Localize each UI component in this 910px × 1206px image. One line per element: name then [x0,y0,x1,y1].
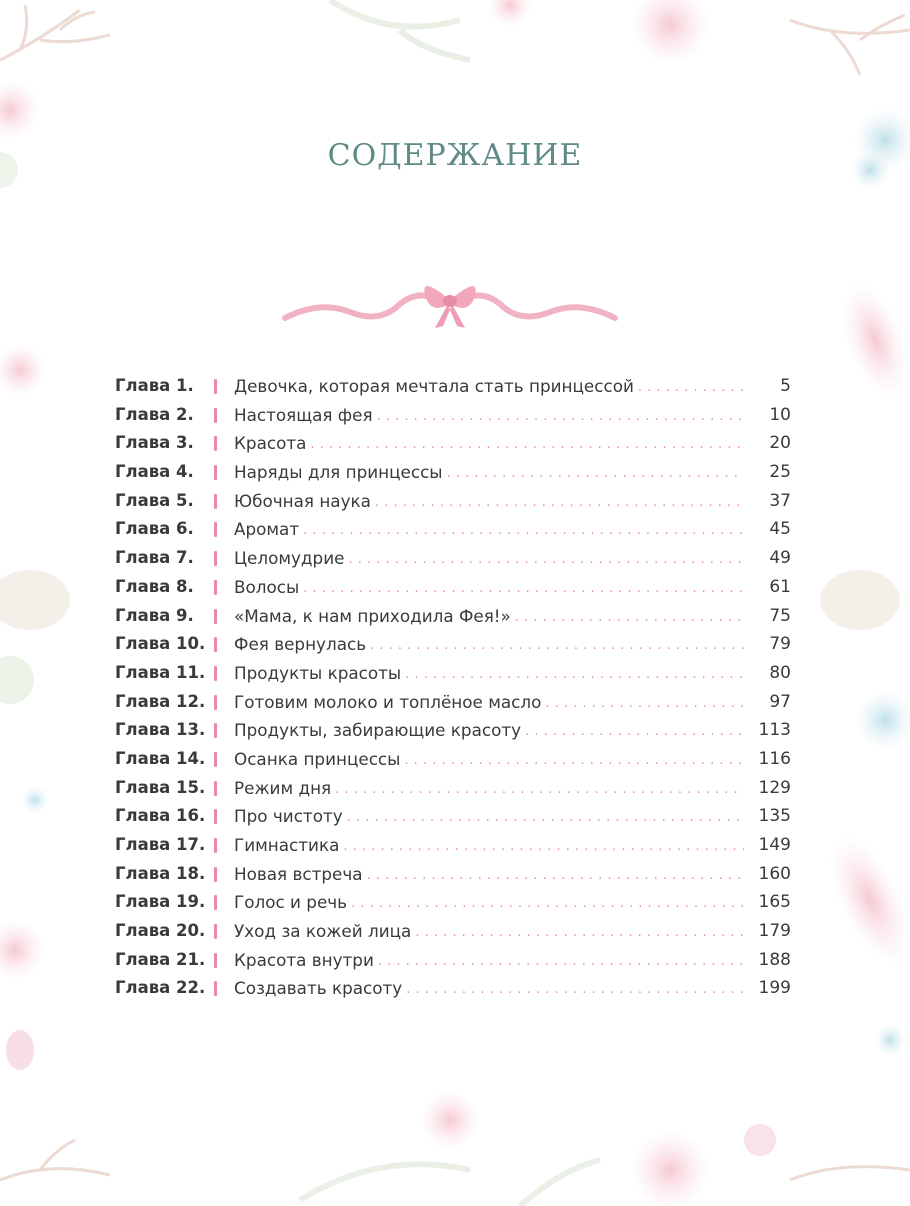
chapter-number: Глава 5. [115,490,194,510]
chapter-title: Девочка, которая мечтала стать принцессой [234,376,634,396]
separator-bar [214,465,217,480]
toc-entry [115,831,795,860]
separator-bar [214,895,217,910]
chapter-title-leader [234,716,744,744]
chapter-title-leader [234,372,744,400]
toc-entry [115,860,795,889]
chapter-number: Глава 14. [115,748,206,768]
chapter-number: Глава 8. [115,576,194,596]
chapter-title: Волосы [234,576,300,597]
page-number: 113 [758,720,791,741]
chapter-title-leader [234,602,744,630]
chapter-title: Создавать красоту [234,978,403,999]
table-of-contents [115,372,795,1003]
chapter-title: Готовим молоко и топлёное масло [234,691,542,712]
chapter-number: Глава 11. [115,662,206,682]
chapter-number: Глава 22. [115,978,206,998]
chapter-title: Гимнастика [234,835,340,855]
chapter-number: Глава 17. [115,835,206,854]
toc-entry [115,458,795,487]
page-number: 135 [758,806,791,827]
chapter-number: Глава 21. [115,949,206,969]
toc-entry [115,802,795,831]
chapter-number: Глава 10. [115,634,206,654]
toc-entry [115,745,795,774]
chapter-title-leader [234,688,744,716]
page-number: 199 [758,978,791,999]
separator-bar [214,924,217,939]
toc-entry [115,946,795,975]
chapter-number: Глава 2. [115,404,194,424]
chapter-number: Глава 19. [115,892,206,912]
chapter-number: Глава 4. [115,462,194,482]
page-number: 5 [780,376,791,396]
separator-bar [214,551,217,566]
chapter-title: Новая встреча [234,863,363,884]
page-number: 20 [769,433,791,454]
separator-bar [214,522,217,537]
toc-entry [115,659,795,688]
page-number: 75 [769,605,791,626]
chapter-title: Режим дня [234,777,332,798]
chapter-number: Глава 9. [115,605,194,625]
page-number: 61 [769,576,791,597]
chapter-title-leader [234,458,744,486]
chapter-number: Глава 3. [115,433,194,453]
toc-entry [115,974,795,1003]
chapter-title-leader [234,860,744,888]
chapter-title: Аромат [234,519,300,540]
separator-bar [214,867,217,882]
toc-entry [115,573,795,602]
separator-bar [214,809,217,824]
page-number: 165 [758,892,791,913]
separator-bar [214,436,217,451]
chapter-title: Наряды для принцессы [234,462,443,483]
chapter-title: Целомудрие [234,548,345,569]
separator-bar [214,609,217,624]
chapter-title-leader [234,802,744,830]
chapter-title-leader [234,630,744,658]
chapter-title-leader [234,544,744,572]
chapter-number: Глава 18. [115,863,206,883]
chapter-title: Осанка принцессы [234,748,401,769]
chapter-title-leader [234,573,744,601]
page-number: 179 [758,921,791,942]
chapter-number: Глава 1. [115,376,194,395]
chapter-title-leader [234,401,744,429]
toc-entry [115,602,795,631]
separator-bar [214,781,217,796]
page-number: 188 [758,949,791,970]
chapter-title: Фея вернулась [234,634,367,655]
chapter-number: Глава 12. [115,691,206,711]
ribbon-bow-decoration [280,270,620,340]
separator-bar [214,838,217,853]
chapter-title-leader [234,745,744,773]
page-number: 10 [769,404,791,425]
chapter-number: Глава 16. [115,806,206,826]
chapter-title: Продукты, забирающие красоту [234,720,522,741]
separator-bar [214,580,217,595]
chapter-title-leader [234,946,744,974]
separator-bar [214,695,217,710]
chapter-title: Красота [234,433,307,454]
toc-entry [115,688,795,717]
chapter-title: Красота внутри [234,949,374,970]
page-number: 129 [758,777,791,798]
toc-entry [115,716,795,745]
chapter-title-leader [234,917,744,945]
separator-bar [214,752,217,767]
separator-bar [214,953,217,968]
separator-bar [214,408,217,423]
chapter-title-leader [234,888,744,916]
toc-entry [115,401,795,430]
chapter-number: Глава 13. [115,720,206,740]
toc-entry [115,372,795,401]
toc-entry [115,515,795,544]
chapter-title-leader [234,487,744,515]
page-number: 149 [758,835,791,855]
chapter-title: Юбочная наука [234,490,371,511]
page-number: 49 [769,548,791,569]
toc-entry [115,917,795,946]
page-number: 160 [758,863,791,884]
toc-entry [115,630,795,659]
chapter-number: Глава 15. [115,777,206,797]
toc-entry [115,487,795,516]
separator-bar [214,723,217,738]
separator-bar [214,981,217,996]
separator-bar [214,494,217,509]
separator-bar [214,637,217,652]
page-number: 97 [769,691,791,712]
chapter-title-leader [234,515,744,543]
toc-entry [115,774,795,803]
page-number: 25 [769,462,791,483]
separator-bar [214,379,217,394]
chapter-title: Уход за кожей лица [234,921,412,942]
page-number: 116 [758,748,791,769]
chapter-title-leader [234,831,744,859]
page-number: 37 [769,490,791,511]
chapter-title-leader [234,774,744,802]
chapter-title-leader [234,974,744,1002]
toc-entry [115,429,795,458]
separator-bar [214,666,217,681]
chapter-title: Настоящая фея [234,404,373,425]
toc-entry [115,544,795,573]
chapter-title: «Мама, к нам приходила Фея!» [234,605,511,626]
chapter-title: Про чистоту [234,806,343,827]
toc-entry [115,888,795,917]
chapter-number: Глава 20. [115,921,206,941]
page-number: 80 [769,662,791,683]
chapter-title: Голос и речь [234,892,348,913]
chapter-title-leader [234,659,744,687]
page-title: СОДЕРЖАНИЕ [327,138,583,173]
chapter-title-leader [234,429,744,457]
page-number: 45 [769,519,791,540]
chapter-number: Глава 6. [115,519,194,539]
chapter-number: Глава 7. [115,548,194,568]
page-number: 79 [769,634,791,655]
chapter-title: Продукты красоты [234,662,402,683]
